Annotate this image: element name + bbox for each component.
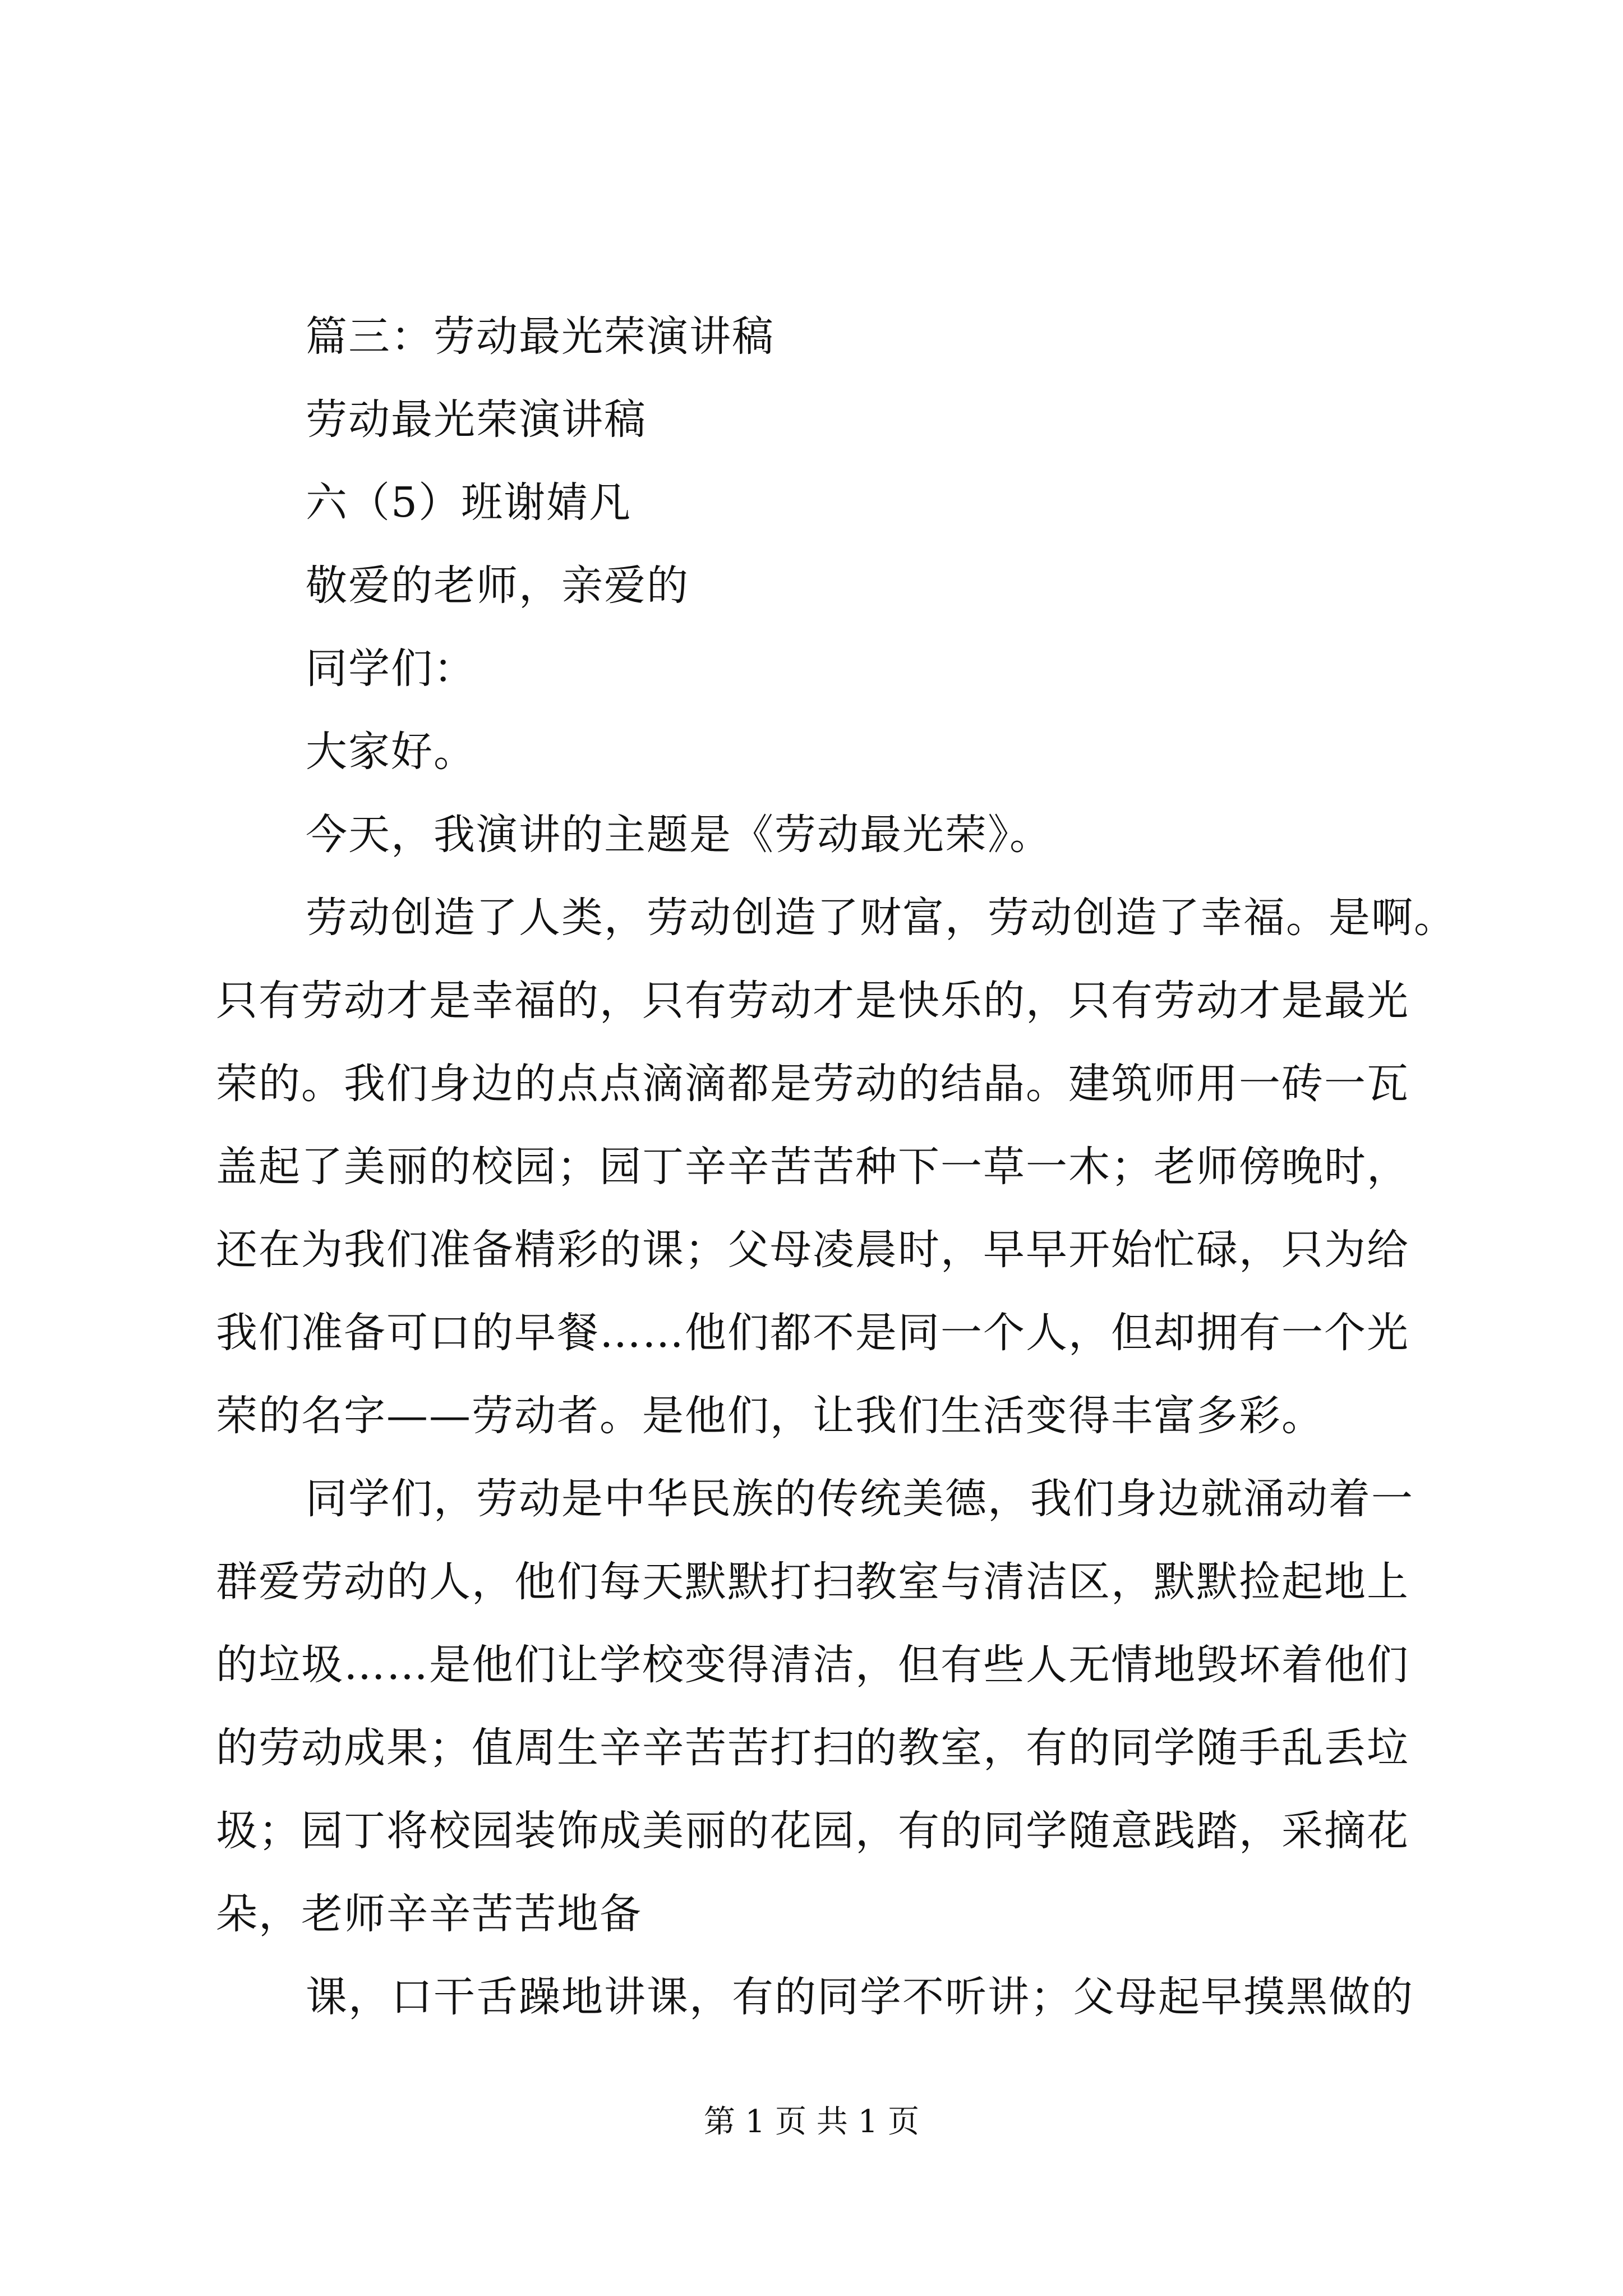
paragraph-1-line-3: 荣的。我们身边的点点滴滴都是劳动的结晶。建筑师用一砖一瓦	[216, 1060, 1409, 1108]
paragraph-2-line-2: 群爱劳动的人，他们每天默默打扫教室与清洁区，默默捡起地上	[216, 1558, 1409, 1606]
paragraph-1-line-4: 盖起了美丽的校园；园丁辛辛苦苦种下一草一木；老师傍晚时，	[216, 1143, 1409, 1191]
page-footer: 第 1 页 共 1 页	[703, 2104, 920, 2140]
paragraph-2-line-4: 的劳动成果；值周生辛辛苦苦打扫的教室，有的同学随手乱丢垃	[216, 1724, 1409, 1772]
paragraph-1-line-5: 还在为我们准备精彩的课；父母凌晨时，早早开始忙碌，只为给	[216, 1226, 1409, 1274]
topic-line: 今天，我演讲的主题是《劳动最光荣》。	[306, 811, 1052, 859]
salutation-line-2: 同学们：	[306, 645, 476, 693]
paragraph-2-line-3: 的垃圾……是他们让学校变得清洁，但有些人无情地毁坏着他们	[216, 1641, 1409, 1689]
paragraph-2-line-5: 圾；园丁将校园装饰成美丽的花园，有的同学随意践踏，采摘花	[216, 1807, 1409, 1855]
paragraph-2-line-1: 同学们，劳动是中华民族的传统美德，我们身边就涌动着一	[306, 1475, 1414, 1523]
salutation-line-1: 敬爱的老师，亲爱的	[306, 562, 689, 610]
section-heading: 篇三：劳动最光荣演讲稿	[306, 312, 774, 361]
paragraph-1-line-2: 只有劳动才是幸福的，只有劳动才是快乐的，只有劳动才是最光	[216, 977, 1409, 1025]
paragraph-1-line-6: 我们准备可口的早餐……他们都不是同一个人，但却拥有一个光	[216, 1309, 1409, 1357]
paragraph-2-line-6: 朵，老师辛辛苦苦地备	[216, 1890, 642, 1938]
greeting-line: 大家好。	[306, 728, 476, 776]
author-line: 六（5）班谢婧凡	[306, 478, 632, 527]
paragraph-3-line-1: 课，口干舌躁地讲课，有的同学不听讲；父母起早摸黑做的	[306, 1973, 1414, 2021]
paragraph-1-line-1: 劳动创造了人类，劳动创造了财富，劳动创造了幸福。是啊。	[306, 894, 1456, 942]
speech-title: 劳动最光荣演讲稿	[306, 395, 647, 444]
paragraph-1-line-7: 荣的名字——劳动者。是他们，让我们生活变得丰富多彩。	[216, 1392, 1324, 1440]
